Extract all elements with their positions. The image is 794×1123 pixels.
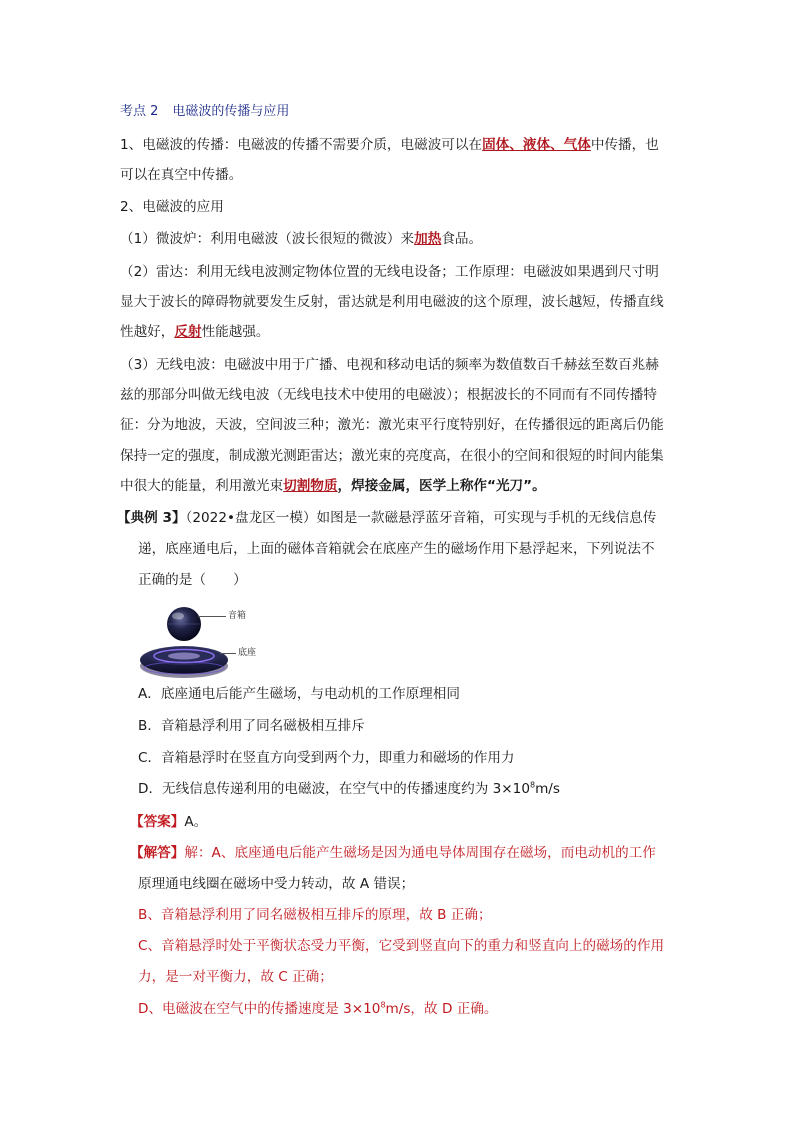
option-c: C．音箱悬浮时在竖直方向受到两个力，即重力和磁场的作用力 bbox=[138, 750, 515, 766]
option-b: B．音箱悬浮利用了同名磁极相互排斥 bbox=[138, 718, 365, 734]
analysis-c-line1: C、音箱悬浮时处于平衡状态受力平衡，它受到竖直向下的重力和竖直向上的磁场的作用 bbox=[138, 938, 665, 954]
answer-tag: 【答案】 bbox=[130, 814, 185, 830]
section-title: 电磁波的传播与应用 bbox=[172, 104, 290, 119]
example-tag: 【典例 3】 bbox=[117, 510, 186, 526]
option-a: A．底座通电后能产生磁场，与电动机的工作原理相同 bbox=[138, 686, 460, 702]
analysis-c-line2: 力，是一对平衡力，故 C 正确； bbox=[138, 969, 333, 985]
p2-s3-line2: 兹的那部分叫做无线电波（无线电技术中使用的电磁波）；根据波长的不同而有不同传播特 bbox=[120, 387, 657, 403]
p2-s1 bbox=[120, 229, 482, 249]
p2-s3-text: ，焊接金属，医学上称作“光刀”。 bbox=[337, 478, 546, 494]
keyword-cutting: 切割物质 bbox=[283, 478, 338, 494]
p1-line1 bbox=[120, 135, 659, 155]
p2-s3-line3: 征：分为地波，天波，空间波三种；激光：激光束平行度特别好，在传播很远的距离后仍能 bbox=[120, 417, 664, 433]
option-d-exponent: 8 bbox=[529, 780, 536, 790]
example-line1 bbox=[117, 508, 656, 528]
label-base: 底座 bbox=[238, 648, 257, 658]
p2-s3-line4: 保持一定的强度，制成激光测距雷达；激光束的亮度高，在很小的空间和很短的时间内能集 bbox=[120, 448, 664, 464]
keyword-states-of-matter: 固体、液体、气体 bbox=[482, 137, 591, 153]
p2-s1-text: （1）微波炉：利用电磁波（波长很短的微波）来 bbox=[120, 231, 415, 247]
p2-s1-text: 食品。 bbox=[441, 231, 483, 247]
option-d-unit: m/s bbox=[535, 781, 560, 797]
analysis-d-exponent: 8 bbox=[380, 1000, 386, 1010]
label-speaker: 音箱 bbox=[228, 611, 247, 621]
ball-highlight bbox=[172, 613, 184, 620]
analysis-tag: 【解答】 bbox=[130, 845, 185, 861]
label-pointer-line bbox=[198, 616, 226, 617]
option-d bbox=[138, 779, 560, 799]
section-heading bbox=[120, 102, 289, 122]
p2-s2-text: 性越好， bbox=[120, 324, 175, 340]
p2-s2-text: 性能越强。 bbox=[201, 324, 270, 340]
analysis-d bbox=[138, 999, 498, 1019]
p2-s2-line3 bbox=[120, 322, 270, 342]
p2-s3-text: 中很大的能量，利用激光束 bbox=[120, 478, 284, 494]
analysis-line1 bbox=[130, 843, 656, 863]
p1-text: 中传播，也 bbox=[590, 137, 659, 153]
analysis-text: 解：A、底座通电后能产生磁场是因为通电导体周围存在磁场，而电动机的工作 bbox=[184, 845, 656, 861]
p2-s2-line2: 显大于波长的障碍物就要发生反射，雷达就是利用电磁波的这个原理，波长越短，传播直线 bbox=[120, 294, 664, 310]
p1-line2: 可以在真空中传播。 bbox=[120, 167, 243, 183]
keyword-heating: 加热 bbox=[414, 231, 442, 247]
keyword-reflection: 反射 bbox=[174, 324, 202, 340]
p2-s2-line1: （2）雷达：利用无线电波测定物体位置的无线电设备；工作原理：电磁波如果遇到尺寸明 bbox=[120, 264, 659, 280]
p2-s3-line1: （3）无线电波：电磁波中用于广播、电视和移动电话的频率为数值数百千赫兹至数百兆赫 bbox=[120, 357, 659, 373]
example-line3: 正确的是（ ） bbox=[138, 572, 247, 588]
base-light bbox=[168, 653, 200, 660]
answer-value: A。 bbox=[184, 814, 208, 830]
maglev-speaker-figure bbox=[138, 604, 278, 680]
p2-title: 2、电磁波的应用 bbox=[120, 199, 224, 215]
analysis-d-text: D、电磁波在空气中的传播速度是 3×10 bbox=[138, 1001, 381, 1017]
example-line2: 递，底座通电后，上面的磁体音箱就会在底座产生的磁场作用下悬浮起来，下列说法不 bbox=[138, 541, 655, 557]
answer-line bbox=[130, 812, 207, 832]
p2-s3-line5 bbox=[120, 476, 546, 496]
p1-text: 1、电磁波的传播：电磁波的传播不需要介质，电磁波可以在 bbox=[120, 137, 483, 153]
label-pointer-line bbox=[220, 653, 236, 654]
analysis-line2: 原理通电线圈在磁场中受力转动，故 A 错误； bbox=[138, 876, 415, 892]
option-d-text: D．无线信息传递利用的电磁波，在空气中的传播速度约为 3×10 bbox=[138, 781, 530, 797]
analysis-b: B、音箱悬浮利用了同名磁极相互排斥的原理，故 B 正确； bbox=[138, 907, 492, 923]
analysis-d-text: m/s，故 D 正确。 bbox=[385, 1001, 498, 1017]
section-label: 考点 2 bbox=[120, 104, 159, 119]
example-text: （2022•盘龙区一模）如图是一款磁悬浮蓝牙音箱，可实现与手机的无线信息传 bbox=[185, 510, 657, 526]
